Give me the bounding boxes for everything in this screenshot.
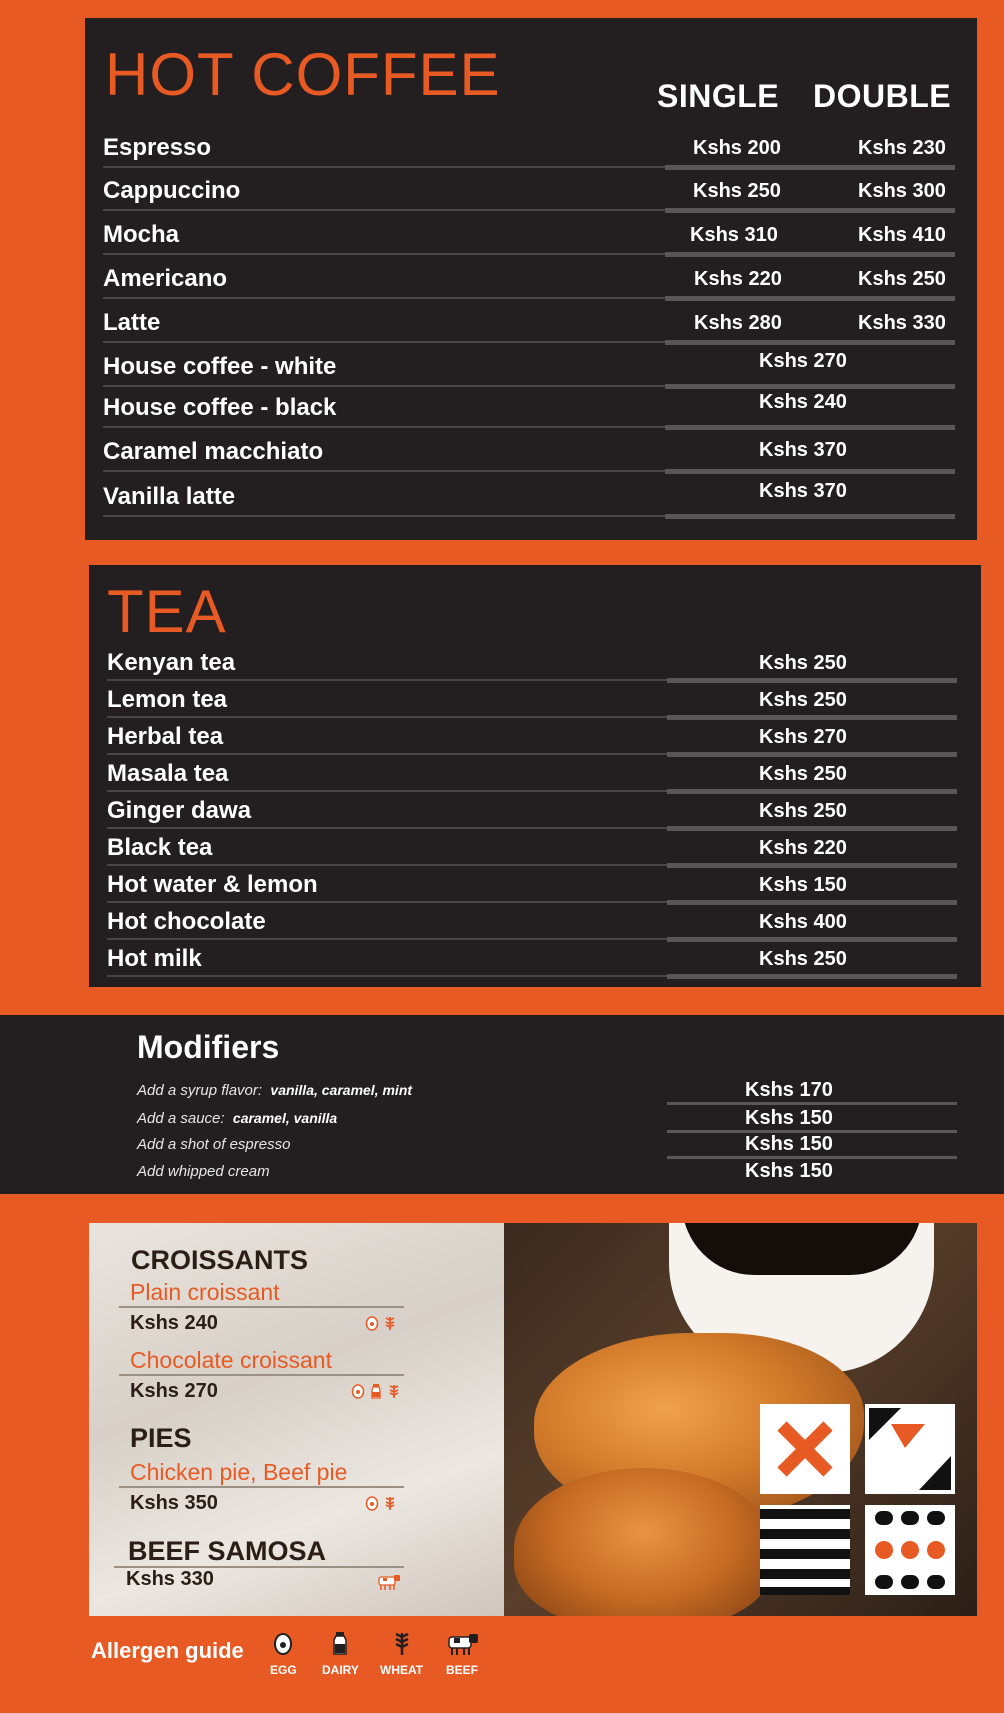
price: Kshs 370 bbox=[759, 480, 847, 502]
price: Kshs 150 bbox=[759, 874, 847, 896]
tea-title: TEA bbox=[107, 578, 227, 645]
single-price: Kshs 250 bbox=[693, 180, 781, 202]
row-divider bbox=[107, 938, 667, 940]
modifier-row-sauce bbox=[137, 1103, 957, 1130]
stripe-pattern-tile bbox=[760, 1505, 850, 1595]
wheat-icon bbox=[383, 1495, 397, 1511]
double-price: Kshs 300 bbox=[858, 180, 946, 202]
egg-icon bbox=[365, 1315, 379, 1331]
plain-croissant-name: Plain croissant bbox=[130, 1279, 280, 1305]
price: Kshs 250 bbox=[759, 800, 847, 822]
menu-row-espresso bbox=[103, 128, 951, 168]
modifier-row-syrup bbox=[137, 1075, 957, 1102]
item-name: Latte bbox=[103, 309, 161, 336]
menu-row-mocha bbox=[103, 215, 951, 255]
item-name: Lemon tea bbox=[107, 686, 228, 713]
pies-price: Kshs 350 bbox=[130, 1492, 218, 1514]
row-divider bbox=[107, 679, 667, 681]
menu-row-hot-chocolate bbox=[107, 906, 967, 940]
row-divider bbox=[103, 166, 665, 168]
row-divider bbox=[103, 209, 665, 211]
item-name: Herbal tea bbox=[107, 723, 224, 750]
single-column-header: SINGLE bbox=[657, 78, 780, 114]
chocolate-croissant-price: Kshs 270 bbox=[130, 1380, 218, 1402]
row-divider bbox=[107, 864, 667, 866]
row-divider bbox=[107, 901, 667, 903]
price-divider bbox=[667, 937, 957, 942]
allergen-egg-label: EGG bbox=[270, 1663, 297, 1677]
modifier-label: Add whipped cream bbox=[137, 1163, 270, 1180]
dot-pattern-tile bbox=[865, 1505, 955, 1595]
row-divider bbox=[107, 753, 667, 755]
modifier-price: Kshs 170 bbox=[745, 1079, 833, 1101]
modifier-price: Kshs 150 bbox=[745, 1133, 833, 1155]
price-divider bbox=[665, 296, 955, 301]
price: Kshs 240 bbox=[759, 391, 847, 413]
price-divider bbox=[665, 252, 955, 257]
hot-coffee-panel bbox=[85, 18, 977, 540]
croissants-title: CROISSANTS bbox=[131, 1245, 309, 1275]
price-divider bbox=[665, 340, 955, 345]
menu-row-masala-tea bbox=[107, 758, 967, 792]
price-divider bbox=[667, 752, 957, 757]
item-name: Masala tea bbox=[107, 760, 229, 787]
menu-row-lemon-tea bbox=[107, 684, 967, 718]
modifiers-panel bbox=[0, 1015, 1004, 1194]
menu-row-house-black bbox=[103, 388, 951, 428]
item-name: Espresso bbox=[103, 134, 212, 161]
allergen-egg bbox=[270, 1630, 297, 1677]
row-divider bbox=[103, 297, 665, 299]
single-price: Kshs 200 bbox=[693, 137, 781, 159]
modifier-price: Kshs 150 bbox=[745, 1160, 833, 1182]
item-name: Hot water & lemon bbox=[107, 871, 318, 898]
menu-row-hot-milk bbox=[107, 943, 967, 977]
row-divider bbox=[103, 515, 665, 517]
allergen-guide-label: Allergen guide bbox=[91, 1638, 244, 1663]
menu-row-vanilla-latte bbox=[103, 477, 951, 517]
item-name: House coffee - black bbox=[103, 394, 337, 421]
item-name: Vanilla latte bbox=[103, 483, 236, 510]
beef-samosa-title: BEEF SAMOSA bbox=[128, 1536, 327, 1566]
row-divider bbox=[103, 470, 665, 472]
menu-row-caramel-macchiato bbox=[103, 432, 951, 472]
price-divider bbox=[667, 826, 957, 831]
allergen-beef bbox=[444, 1630, 480, 1677]
beef-samosa-allergens bbox=[375, 1573, 401, 1591]
croissant-image-secondary bbox=[514, 1468, 774, 1616]
modifier-row-espresso-shot bbox=[137, 1129, 957, 1156]
single-price: Kshs 280 bbox=[694, 312, 782, 334]
item-divider bbox=[119, 1306, 404, 1308]
price: Kshs 250 bbox=[759, 948, 847, 970]
modifier-text: Add a syrup flavor: bbox=[137, 1082, 263, 1099]
price: Kshs 270 bbox=[759, 350, 847, 372]
item-name: Kenyan tea bbox=[107, 649, 236, 676]
single-price: Kshs 310 bbox=[690, 224, 778, 246]
price: Kshs 250 bbox=[759, 652, 847, 674]
row-divider bbox=[107, 716, 667, 718]
item-name: Americano bbox=[103, 265, 228, 292]
item-name: Ginger dawa bbox=[107, 797, 252, 824]
price: Kshs 370 bbox=[759, 439, 847, 461]
tea-panel bbox=[89, 565, 981, 987]
menu-row-ginger-dawa bbox=[107, 795, 967, 829]
price-divider bbox=[665, 165, 955, 170]
item-name: Mocha bbox=[103, 221, 180, 248]
modifier-label bbox=[137, 1110, 337, 1127]
item-divider bbox=[119, 1486, 404, 1488]
egg-icon bbox=[273, 1630, 293, 1656]
modifier-price: Kshs 150 bbox=[745, 1107, 833, 1129]
price-divider bbox=[667, 678, 957, 683]
menu-row-hot-water-lemon bbox=[107, 869, 967, 903]
single-price: Kshs 220 bbox=[694, 268, 782, 290]
double-price: Kshs 410 bbox=[858, 224, 946, 246]
modifier-row-whipped-cream bbox=[137, 1156, 957, 1183]
pies-allergens bbox=[365, 1495, 397, 1511]
modifier-text: Add a sauce: bbox=[137, 1110, 225, 1127]
allergen-beef-label: BEEF bbox=[445, 1663, 478, 1677]
menu-row-kenyan-tea bbox=[107, 647, 967, 681]
beef-icon bbox=[375, 1573, 401, 1591]
food-panel bbox=[89, 1223, 977, 1616]
wheat-icon bbox=[387, 1383, 401, 1399]
menu-row-black-tea bbox=[107, 832, 967, 866]
price-divider bbox=[665, 425, 955, 430]
price: Kshs 400 bbox=[759, 911, 847, 933]
row-divider bbox=[107, 790, 667, 792]
price-divider bbox=[665, 514, 955, 519]
chocolate-croissant-name: Chocolate croissant bbox=[130, 1347, 332, 1373]
item-name: Hot chocolate bbox=[107, 908, 266, 935]
double-price: Kshs 230 bbox=[858, 137, 946, 159]
price-divider bbox=[667, 900, 957, 905]
item-name: Caramel macchiato bbox=[103, 438, 324, 465]
pies-name: Chicken pie, Beef pie bbox=[130, 1459, 348, 1485]
hot-coffee-title: HOT COFFEE bbox=[105, 41, 501, 108]
row-divider bbox=[103, 426, 665, 428]
x-pattern-tile bbox=[760, 1404, 850, 1494]
price-divider bbox=[665, 208, 955, 213]
dairy-icon bbox=[369, 1383, 383, 1399]
wheat-icon bbox=[392, 1630, 412, 1656]
price: Kshs 270 bbox=[759, 726, 847, 748]
price: Kshs 250 bbox=[759, 689, 847, 711]
allergen-dairy-label: DAIRY bbox=[322, 1663, 359, 1677]
row-divider bbox=[107, 975, 667, 977]
item-name: House coffee - white bbox=[103, 353, 337, 380]
beef-samosa-price: Kshs 330 bbox=[126, 1568, 214, 1590]
menu-row-herbal-tea bbox=[107, 721, 967, 755]
menu-row-cappuccino bbox=[103, 171, 951, 211]
plain-croissant-allergens bbox=[365, 1315, 397, 1331]
menu-row-house-white bbox=[103, 347, 951, 387]
triangle-pattern-tile bbox=[865, 1404, 955, 1494]
double-price: Kshs 250 bbox=[858, 268, 946, 290]
allergen-wheat-label: WHEAT bbox=[380, 1663, 424, 1677]
price-divider bbox=[667, 863, 957, 868]
modifiers-title: Modifiers bbox=[137, 1029, 280, 1065]
item-divider bbox=[119, 1374, 404, 1376]
row-divider bbox=[107, 827, 667, 829]
row-divider bbox=[103, 341, 665, 343]
price: Kshs 220 bbox=[759, 837, 847, 859]
price-divider bbox=[665, 469, 955, 474]
plain-croissant-price: Kshs 240 bbox=[130, 1312, 218, 1334]
egg-icon bbox=[351, 1383, 365, 1399]
item-name: Black tea bbox=[107, 834, 213, 861]
double-column-header: DOUBLE bbox=[813, 78, 952, 114]
modifier-options: vanilla, caramel, mint bbox=[270, 1082, 413, 1098]
menu-row-americano bbox=[103, 259, 951, 299]
allergen-wheat bbox=[380, 1630, 423, 1677]
dairy-icon bbox=[330, 1630, 350, 1656]
modifier-label bbox=[137, 1082, 412, 1099]
double-price: Kshs 330 bbox=[858, 312, 946, 334]
wheat-icon bbox=[383, 1315, 397, 1331]
item-name: Hot milk bbox=[107, 945, 202, 972]
modifier-options: caramel, vanilla bbox=[232, 1110, 338, 1126]
pies-title: PIES bbox=[130, 1423, 192, 1453]
croissant-coffee-photo bbox=[504, 1223, 977, 1616]
menu-row-latte bbox=[103, 303, 951, 343]
beef-icon bbox=[444, 1630, 480, 1656]
price-divider bbox=[667, 789, 957, 794]
row-divider bbox=[103, 253, 665, 255]
row-divider bbox=[103, 385, 665, 387]
modifier-label: Add a shot of espresso bbox=[137, 1136, 291, 1153]
item-name: Cappuccino bbox=[103, 177, 241, 204]
price-divider bbox=[667, 974, 957, 979]
allergen-dairy bbox=[322, 1630, 359, 1677]
chocolate-croissant-allergens bbox=[351, 1383, 401, 1399]
egg-icon bbox=[365, 1495, 379, 1511]
price: Kshs 250 bbox=[759, 763, 847, 785]
price-divider bbox=[667, 715, 957, 720]
